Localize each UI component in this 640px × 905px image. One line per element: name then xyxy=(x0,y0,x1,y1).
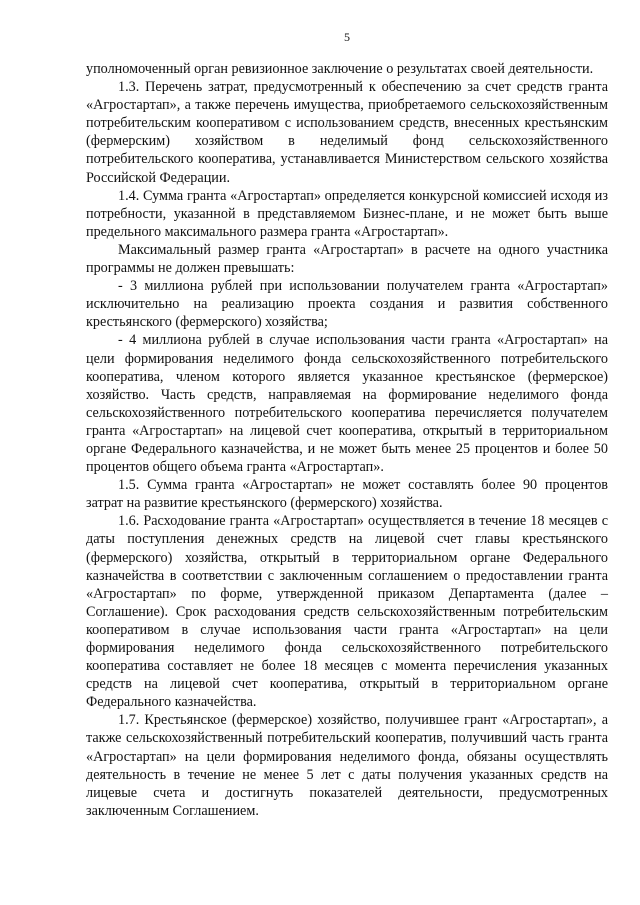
paragraph-1-6: 1.6. Расходование гранта «Агростартап» осуществляется в течение 18 месяцев с даты поступления денежных средств на лицевой счет главы крестьянского (фермерского) хозяйства, открытый в территориальном органе Федерального казначейства в соответствии с заключенным соглашением о предоставлении гранта «Агростартап» по форме, утвержденной приказом Департамента (далее – Соглашение). Срок расходования средств сельскохозяйственным потребительским кооперативом в случае использования части гранта «Агростартап» на цели формирования неделимого фонда сельскохозяйственного потребительского кооператива составляет не более 18 месяцев с момента перечисления указанных средств на лицевой счет кооператива, открытый в территориальном органе Федерального казначейства. xyxy=(86,513,608,711)
list-item-3-million: - 3 миллиона рублей при использовании получателем гранта «Агростартап» исключительно на реализацию проекта создания и развития собственного крестьянского (фермерского) хозяйства; xyxy=(86,278,608,331)
paragraph-1-5: 1.5. Сумма гранта «Агростартап» не может составлять более 90 процентов затрат на развитие крестьянского (фермерского) хозяйства. xyxy=(86,477,608,512)
paragraph-1-3: 1.3. Перечень затрат, предусмотренный к обеспечению за счет средств гранта «Агростартап», а также перечень имущества, приобретаемого сельскохозяйственным потребительским кооперативом с использованием средств, внесенных крестьянским (фермерским) хозяйством в неделимый фонд сельскохозяйственного потребительского кооператива, устанавливается Министерством сельского хозяйства Российской Федерации. xyxy=(86,79,608,186)
paragraph-max-grant: Максимальный размер гранта «Агростартап» в расчете на одного участника программы не должен превышать: xyxy=(86,241,608,277)
paragraph-1-4: 1.4. Сумма гранта «Агростартап» определяется конкурсной комиссией исходя из потребности, указанной в представляемом Бизнес-плане, и не может быть выше предельного максимального размера гранта «Агростартап». xyxy=(86,187,608,240)
paragraph-continuation: уполномоченный орган ревизионное заключение о результатах своей деятельности. xyxy=(86,61,594,77)
list-item-4-million: - 4 миллиона рублей в случае использования части гранта «Агростартап» на цели формирования неделимого фонда сельскохозяйственного потребительского кооператива, членом которого является указанное крестьянское (фермерское) хозяйство. Часть средств, направляемая на формирование неделимого фонда сельскохозяйственного потребительского кооператива перечисляется получателем гранта «Агростартап» на лицевой счет кооператива, открытый в территориальном органе Федерального казначейства, и не может быть менее 25 процентов и более 50 процентов общего объема гранта «Агростартап». xyxy=(86,332,608,476)
paragraph-1-7: 1.7. Крестьянское (фермерское) хозяйство, получившее грант «Агростартап», а также сельскохозяйственный потребительский кооператив, получивший часть гранта «Агростартап» на цели формирования неделимого фонда, обязаны осуществлять деятельность в течение не менее 5 лет с даты получения указанных средств на лицевые счета и достигнуть показателей деятельности, предусмотренных заключенным Соглашением. xyxy=(86,712,608,819)
page-number: 5 xyxy=(344,30,350,44)
